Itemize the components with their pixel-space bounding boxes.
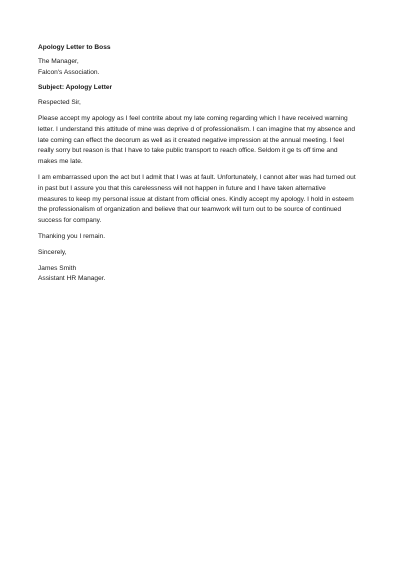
recipient-line: Falcon's Association. (38, 68, 100, 76)
paragraph-1 (38, 114, 368, 168)
paragraph-line: in past but I assure you that this carelessness will not happen in future and I have taken alternative (38, 184, 326, 192)
paragraph-line: success for company. (38, 217, 102, 225)
paragraph-line: makes me late. (38, 158, 83, 166)
paragraph-line: late coming can effect the decorum as well as it created negative impression at the annual meeting. I feel (38, 136, 344, 144)
recipient-line: The Manager, (38, 57, 79, 65)
paragraph-2 (38, 173, 368, 227)
paragraph-line: measures to keep my personal issue at distant from official ones. Kindly accept my apology. I hold in esteem (38, 195, 354, 203)
recipient-block (38, 57, 368, 79)
letter-subject: Subject: Apology Letter (38, 84, 113, 92)
paragraph-line: Please accept my apology as I feel contrite about my late coming regarding which I have received warning (38, 114, 348, 122)
paragraph-line: the professionalism of organization and believe that our teamwork will turn out to be source of continued (38, 206, 342, 214)
closing-thanks: Thanking you I remain. (38, 232, 106, 240)
salutation: Respected Sir, (38, 99, 81, 107)
paragraph-line: I am embarrassed upon the act but I admit that I was at fault. Unfortunately, I cannot alter was had turned out (38, 173, 356, 181)
sender-name: James Smith (38, 264, 77, 272)
paragraph-line: letter. I understand this attitude of mine was deprive d of professionalism. I can imagine that my absence and (38, 125, 356, 133)
letter-body (38, 43, 368, 290)
letter-title: Apology Letter to Boss (38, 44, 111, 51)
paragraph-line: really sorry but reason is that I have to take public transport to reach office. Seldom it ge ts off time and (38, 147, 338, 155)
signoff: Sincerely, (38, 248, 67, 256)
sender-block (38, 264, 368, 286)
sender-title: Assistant HR Manager. (38, 275, 106, 283)
